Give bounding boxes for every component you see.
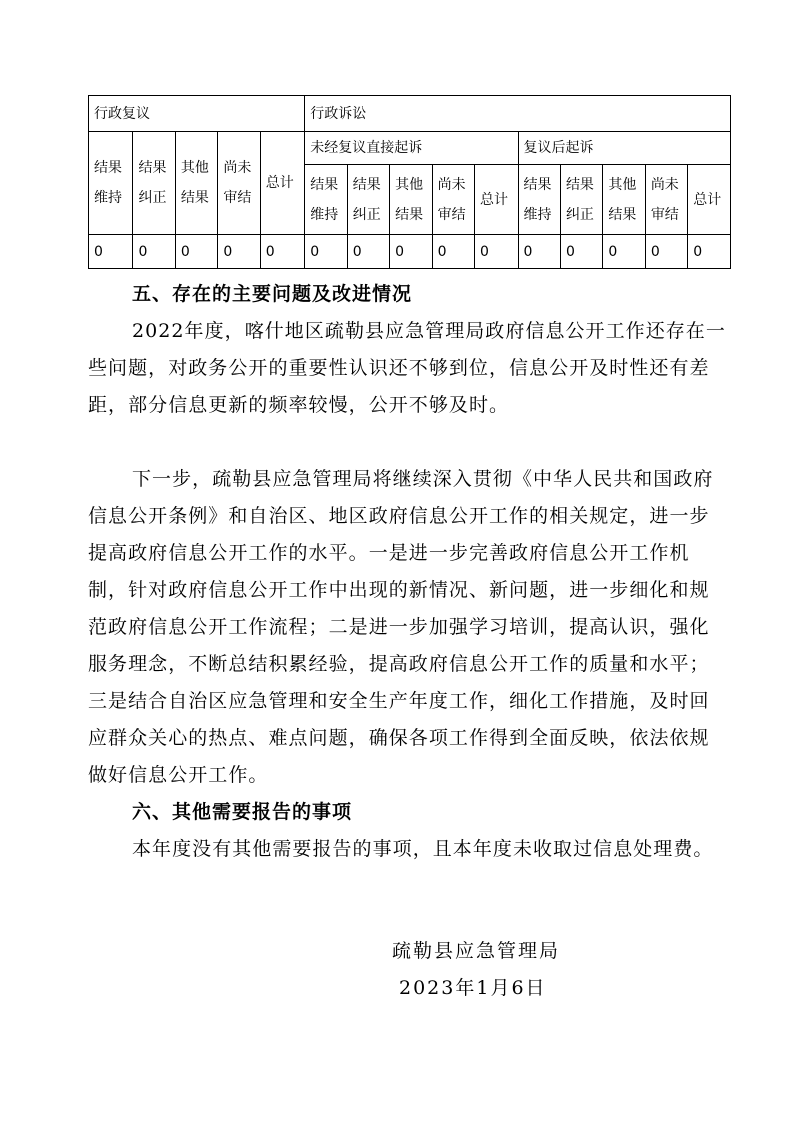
review-col-other: 其他结果 [175,132,217,235]
after-review-suit-header: 复议后起诉 [518,132,731,165]
section-5-paragraph-2: 下一步，疏勒县应急管理局将继续深入贯彻《中华人民共和国政府信息公开条例》和自治区、地区政府信息公开工作的相关规定，进一步提高政府信息公开工作的水平。一是进一步完善政府信息公开工作机制，针对政府信息公开工作中出现的新情况、新问题，进一步细化和规范政府信息公开工作流程；二是进一步加强学习培训，提高认识，强化服务理念，不断总结积累经验，提高政府信息公开工作的质量和水平；三是结合自治区应急管理和安全生产年度工作，细化工作措施，及时回应群众关心的热点、难点问题，确保各项工作得到全面反映，依法依规做好信息公开工作。 [88,468,714,786]
after-col-other: 其他结果 [603,165,645,235]
table-cell: 0 [260,235,305,269]
table-cell: 0 [518,235,560,269]
section-6-paragraph-1: 本年度没有其他需要报告的事项，且本年度未收取过信息处理费。 [132,838,714,860]
review-col-maintain: 结果维持 [89,132,133,235]
section-5-heading: 五、存在的主要问题及改进情况 [132,283,413,305]
review-col-correct: 结果纠正 [133,132,175,235]
direct-col-maintain: 结果维持 [305,165,347,235]
section-5-paragraph-1: 2022年度，喀什地区疏勒县应急管理局政府信息公开工作还存在一些问题，对政务公开的重要性认识还不够到位，信息公开及时性还有差距，部分信息更新的频率较慢，公开不够及时。 [88,320,726,416]
signature-date: 2023年1月6日 [399,977,547,999]
direct-col-pending: 尚未审结 [432,165,474,235]
table-cell: 0 [175,235,217,269]
table-cell: 0 [133,235,175,269]
review-litigation-table [88,95,731,269]
table-cell: 0 [645,235,687,269]
review-col-total: 总计 [260,132,305,235]
after-col-pending: 尚未审结 [645,165,687,235]
after-col-correct: 结果纠正 [560,165,602,235]
direct-col-other: 其他结果 [390,165,432,235]
signature-organization: 疏勒县应急管理局 [392,940,561,962]
after-col-total: 总计 [688,165,731,235]
direct-col-correct: 结果纠正 [347,165,389,235]
admin-litigation-header: 行政诉讼 [305,96,731,132]
table-cell: 0 [475,235,518,269]
admin-review-header: 行政复议 [89,96,305,132]
table-cell: 0 [218,235,260,269]
table-cell: 0 [390,235,432,269]
table-cell: 0 [432,235,474,269]
table-cell: 0 [305,235,347,269]
table-cell: 0 [603,235,645,269]
after-col-maintain: 结果维持 [518,165,560,235]
table-cell: 0 [347,235,389,269]
section-6-heading: 六、其他需要报告的事项 [132,801,353,823]
table-cell: 0 [688,235,731,269]
table-cell: 0 [89,235,133,269]
direct-col-total: 总计 [475,165,518,235]
table-cell: 0 [560,235,602,269]
direct-suit-header: 未经复议直接起诉 [305,132,518,165]
review-col-pending: 尚未审结 [218,132,260,235]
